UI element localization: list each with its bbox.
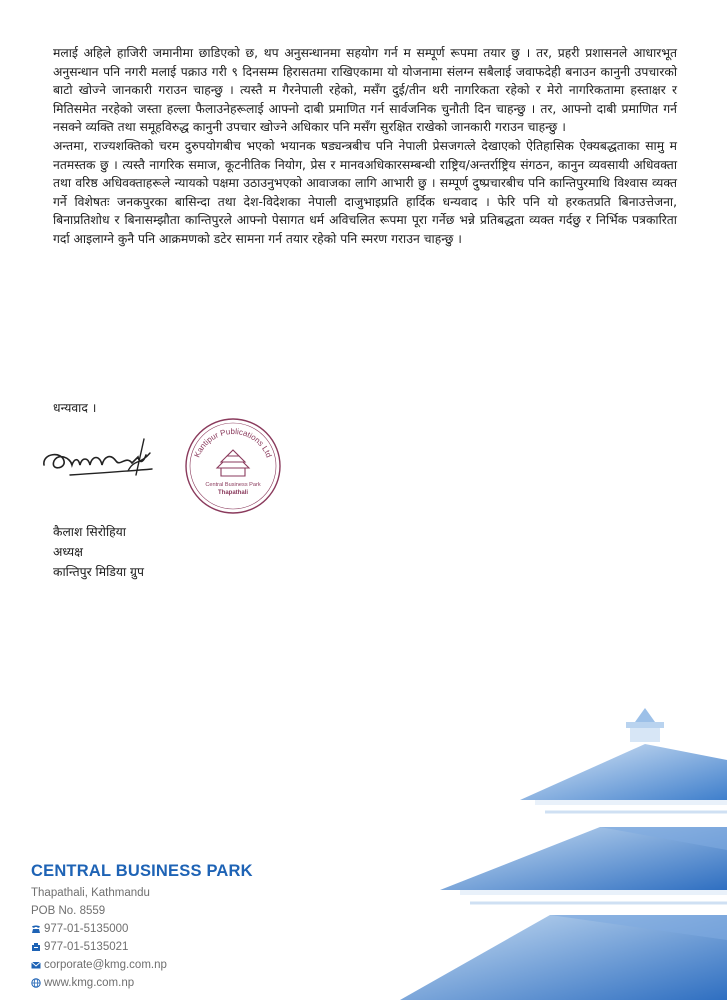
seal-ring-text: Kantipur Publications Ltd: [192, 426, 274, 459]
footer-address: Thapathali, Kathmandu: [31, 887, 150, 899]
footer-email-row[interactable]: [31, 956, 253, 974]
signatory-name: कैलाश सिरोहिया: [53, 525, 126, 539]
company-seal: [183, 416, 283, 516]
footer-phone-row: [31, 920, 253, 938]
signatory-block: [53, 522, 144, 582]
seal-temple-icon: [217, 450, 249, 476]
letter-paragraph-1: मलाई अहिले हाजिरी जमानीमा छाडिएको छ, थप अनुसन्धानमा सहयोग गर्न म सम्पूर्ण रूपमा तयार छु । तर, प्रहरी प्रशासनले आधारभूत अनुसन्धान पनि नगरी मलाई पक्राउ गरी ९ दिनसम्म हिरासतमा राखिएकामा यो योजनामा संलग्न सबैलाई जवाफदेही बनाउन कानुनी उपचारको बाटो खोज्ने जानकारी गराउन चाहन्छु । त्यस्तै म गैरनेपाली रहेको, मसँग दुई/तीन थरी नागरिकता रहेको र मेरो नागरिकतामा हस्ताक्षर र मितिसमेत नरहेको जस्ता हल्ला फैलाउनेहरूलाई आफ्नो दाबी प्रमाणित गर्न सार्वजनिक चुनौती दिन चाहन्छु । तर, आफ्नो दाबी प्रमाणित गर्न नसक्ने व्यक्ति तथा समूहविरुद्ध कानुनी उपचार खोज्ने अधिकार पनि मसँग सुरक्षित राखेको जानकारी गराउन चाहन्छु ।: [53, 46, 677, 135]
footer-email[interactable]: corporate@kmg.com.np: [44, 959, 167, 971]
fax-icon: [31, 942, 41, 952]
pagoda-building-graphic: [400, 700, 727, 1000]
email-icon: [31, 960, 41, 970]
footer-website[interactable]: www.kmg.com.np: [44, 977, 135, 989]
footer-phone: 977-01-5135000: [44, 923, 129, 935]
footer-website-row[interactable]: [31, 974, 253, 992]
closing-thanks: धन्यवाद ।: [53, 401, 97, 415]
footer-company-name: CENTRAL BUSINESS PARK: [31, 862, 253, 880]
signature-image: [40, 435, 158, 483]
footer-fax: 977-01-5135021: [44, 941, 129, 953]
signatory-organization: कान्तिपुर मिडिया ग्रुप: [53, 565, 144, 579]
footer-contact-block: [31, 862, 253, 992]
seal-inner-text: Central Business Park: [205, 482, 261, 488]
footer-pob: POB No. 8559: [31, 905, 106, 917]
letter-body: [53, 44, 677, 249]
footer-fax-row: [31, 938, 253, 956]
letter-paragraph-2: अन्तमा, राज्यशक्तिको चरम दुरुपयोगबीच भएको भयानक षड्यन्त्रबीच पनि नेपाली प्रेसजगत्ले देखाएको ऐतिहासिक ऐक्यबद्धताका सामु म नतमस्तक छु । त्यस्तै नागरिक समाज, कूटनीतिक नियोग, प्रेस र मानवअधिकारसम्बन्धी राष्ट्रिय/अन्तर्राष्ट्रिय संगठन, कानुन व्यवसायी अधिवक्ता तथा वरिष्ठ अधिवक्ताहरूले न्यायको पक्षमा उठाउनुभएको आवाजका लागि आभारी छु । सम्पूर्ण दुष्प्रचारबीच पनि कान्तिपुरमाथि विश्वास व्यक्त गर्ने विशेषतः जनकपुरका बासिन्दा तथा देश-विदेशका नेपाली दाजुभाइप्रति हार्दिक धन्यवाद । फेरि पनि यो हरकतप्रति बिनाउत्तेजना, बिनाप्रतिशोध र बिनासम्झौता कान्तिपुरले आफ्नो पेसागत धर्म अविचलित रूपमा पूरा गर्नेछ भन्ने प्रतिबद्धता व्यक्त गर्दछु र निर्भिक पत्रकारिता गर्दा आइलाग्ने कुनै पनि आक्रमणको डटेर सामना गर्न तयार रहेको पनि स्मरण गराउन चाहन्छु ।: [53, 138, 677, 246]
seal-bottom-text: Thapathali: [217, 490, 249, 496]
signatory-title: अध्यक्ष: [53, 545, 83, 559]
phone-icon: [31, 924, 41, 934]
globe-icon: [31, 978, 41, 988]
